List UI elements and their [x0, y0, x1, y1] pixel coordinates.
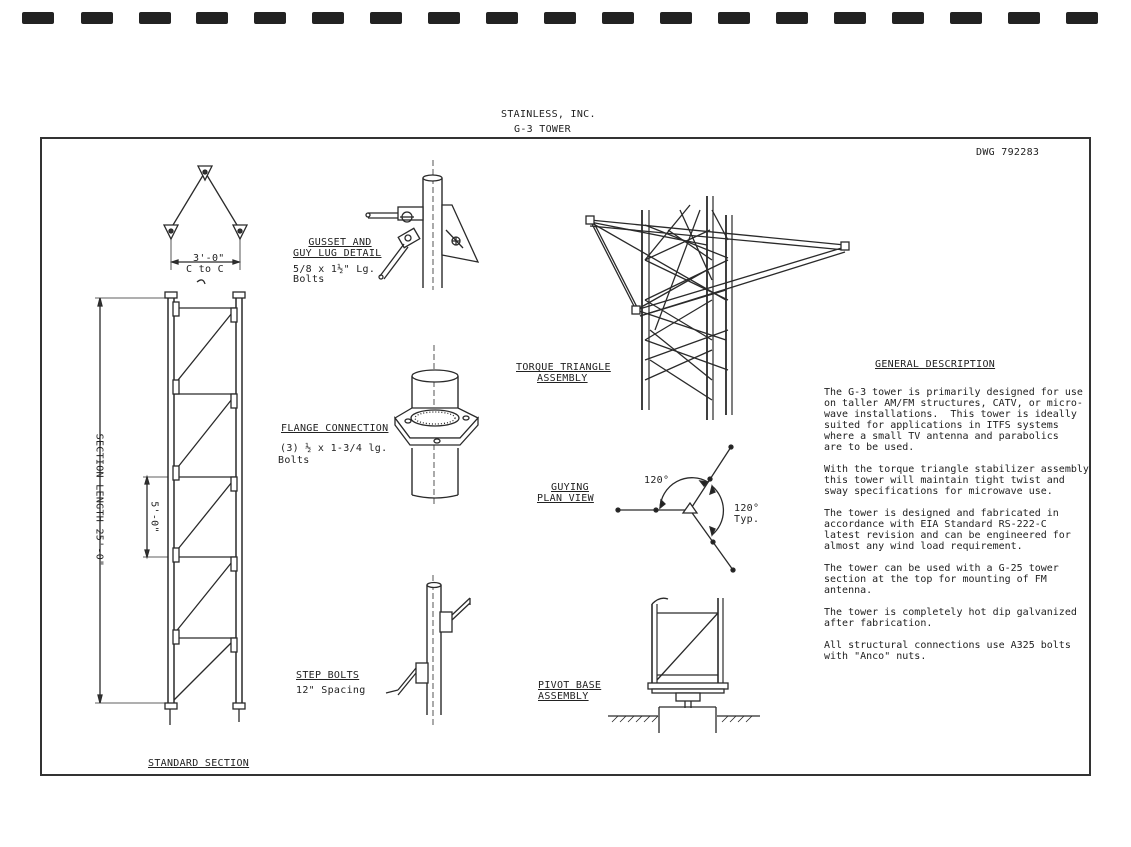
gusset-note-line1: 5/8 x 1½" Lg.: [293, 264, 376, 275]
width-note-label: C to C: [186, 264, 224, 275]
drawing-title: G-3 TOWER: [514, 124, 571, 135]
description-paragraph: The tower is designed and fabricated in accordance with EIA Standard RS-222-C latest revision and can be engineered for almost any wind load requirement.: [824, 508, 1071, 552]
guying-title-line1: GUYING: [551, 482, 589, 493]
pivot-base-drawing: [608, 598, 760, 733]
description-paragraph: All structural connections use A325 bolts with "Anco" nuts.: [824, 640, 1071, 662]
spacing-dimension-label: 5'-0": [148, 501, 160, 533]
company-name: STAINLESS, INC.: [501, 109, 596, 120]
description-paragraph: The G-3 tower is primarily designed for use on taller AM/FM structures, CATV, or micro- wave installations. This tower is ideally suited for applications in ITFS systems where a small TV antenna and parabolics are to be used.: [824, 387, 1083, 453]
gusset-detail-drawing: [366, 160, 478, 290]
flange-note-line2: Bolts: [278, 455, 310, 466]
step-bolts-title: STEP BOLTS: [296, 670, 360, 681]
guy-angle-typical-note: Typ.: [734, 514, 760, 525]
standard-section-drawing: [95, 166, 247, 725]
flange-title: FLANGE CONNECTION: [281, 423, 389, 434]
section-length-label: SECTION LENGTH 25'-0": [93, 433, 105, 567]
pivot-title-line2: ASSEMBLY: [538, 691, 589, 702]
flange-connection-drawing: [395, 345, 478, 505]
torque-title-line1: TORQUE TRIANGLE: [516, 362, 611, 373]
guy-angle-label: 120°: [644, 475, 670, 486]
guy-angle-typical-label: 120°: [734, 503, 760, 514]
gusset-note-line2: Bolts: [293, 274, 325, 285]
description-paragraph: The tower can be used with a G-25 tower section at the top for mounting of FM antenna.: [824, 563, 1059, 596]
step-bolts-drawing: [386, 575, 470, 725]
general-description-title: GENERAL DESCRIPTION: [875, 359, 996, 370]
description-paragraph: The tower is completely hot dip galvanized after fabrication.: [824, 607, 1077, 629]
guying-title-line2: PLAN VIEW: [537, 493, 594, 504]
general-description-body: [824, 387, 1089, 673]
gusset-title-line1: GUSSET AND: [308, 237, 372, 248]
step-bolts-note: 12" Spacing: [296, 685, 366, 696]
description-paragraph: With the torque triangle stabilizer assembly this tower will maintain tight twist and sway specifications for microwave use.: [824, 464, 1089, 497]
guying-plan-view-drawing: [616, 445, 735, 572]
gusset-title-line2: GUY LUG DETAIL: [293, 248, 382, 259]
width-dimension-label: 3'-0": [193, 253, 225, 264]
torque-title-line2: ASSEMBLY: [537, 373, 588, 384]
torque-triangle-drawing: [586, 196, 849, 420]
pivot-title-line1: PIVOT BASE: [538, 680, 602, 691]
standard-section-title: STANDARD SECTION: [148, 758, 250, 769]
drawing-number: DWG 792283: [976, 147, 1040, 158]
flange-note-line1: (3) ½ x 1-3/4 lg.: [280, 443, 388, 454]
